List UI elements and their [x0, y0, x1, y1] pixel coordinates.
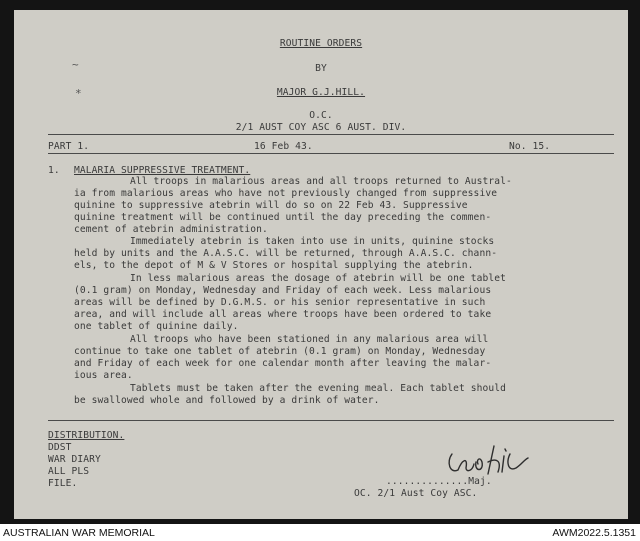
body-line: held by units and the A.A.S.C. will be returned, through A.A.S.C. chann-	[74, 248, 498, 259]
body-line: ious area.	[74, 370, 133, 381]
unit-line: 2/1 AUST COY ASC 6 AUST. DIV.	[235, 122, 407, 133]
ink-mark-2: *	[75, 87, 82, 100]
distribution-item: WAR DIARY	[48, 454, 101, 465]
oc-line: O.C.	[309, 110, 333, 121]
distribution-item: ALL PLS	[48, 466, 90, 477]
rule-bottom	[48, 420, 614, 421]
body-line: cement of atebrin administration.	[74, 224, 268, 235]
author-line: MAJOR G.J.HILL.	[276, 87, 366, 98]
distribution-item: DDST	[48, 442, 72, 453]
order-date: 16 Feb 43.	[254, 141, 313, 152]
section-heading: MALARIA SUPPRESSIVE TREATMENT.	[74, 165, 251, 176]
document-page	[14, 10, 628, 519]
distribution-heading: DISTRIBUTION.	[48, 430, 125, 441]
part-label: PART 1.	[48, 141, 90, 152]
archive-footer	[0, 524, 640, 541]
body-line: continue to take one tablet of atebrin (0.1 gram) on Monday, Wednesday	[74, 346, 486, 357]
body-line: quinine treatment will be continued until the day preceding the commen-	[74, 212, 492, 223]
body-line: ia from malarious areas who have not previously changed from suppressive	[74, 188, 498, 199]
footer-accession-number: AWM2022.5.1351	[552, 527, 636, 539]
rule-part	[48, 153, 614, 154]
body-line: Tablets must be taken after the evening meal. Each tablet should	[130, 383, 507, 394]
body-line: All troops in malarious areas and all troops returned to Austral-	[130, 176, 512, 187]
document-title: ROUTINE ORDERS	[279, 38, 363, 49]
body-line: areas will be defined by D.G.M.S. or his senior representative in such	[74, 297, 486, 308]
rule-top	[48, 134, 614, 135]
order-number: No. 15.	[509, 141, 551, 152]
body-line: be swallowed whole and followed by a drink of water.	[74, 395, 380, 406]
body-line: All troops who have been stationed in any malarious area will	[130, 334, 489, 345]
body-line: (0.1 gram) on Monday, Wednesday and Friday of each week. Less malarious	[74, 285, 492, 296]
distribution-item: FILE.	[48, 478, 78, 489]
footer-institution: AUSTRALIAN WAR MEMORIAL	[3, 527, 155, 539]
ink-mark-1: ~	[72, 58, 79, 71]
body-line: In less malarious areas the dosage of atebrin will be one tablet	[130, 273, 507, 284]
signature-title: OC. 2/1 Aust Coy ASC.	[354, 488, 478, 499]
body-line: els, to the depot of M & V Stores or hospital supplying the atebrin.	[74, 260, 474, 271]
body-line: Immediately atebrin is taken into use in units, quinine stocks	[130, 236, 495, 247]
body-line: quinine to suppressive atebrin will do so on 22 Feb 43. Suppressive	[74, 200, 468, 211]
by-line: BY	[315, 63, 327, 74]
body-line: area, and will include all areas where troops have been ordered to take	[74, 309, 492, 320]
signature-dots: ..............Maj.	[386, 476, 492, 487]
section-number: 1.	[48, 165, 60, 176]
body-line: one tablet of quinine daily.	[74, 321, 239, 332]
body-line: and Friday of each week for one calendar month after leaving the malar-	[74, 358, 492, 369]
